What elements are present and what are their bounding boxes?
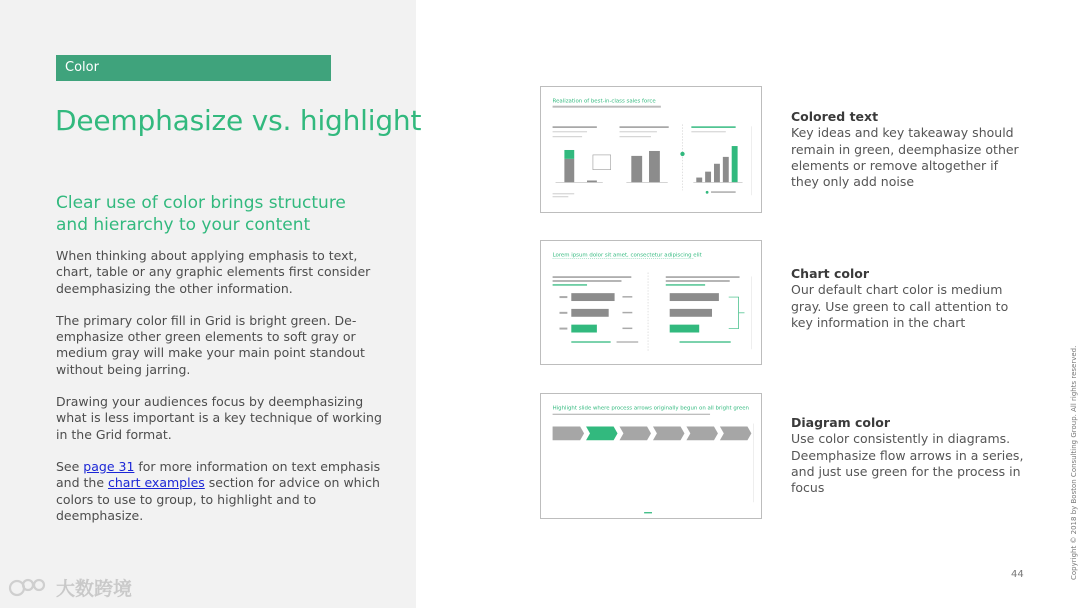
paragraph-3: Drawing your audiences focus by deemphasizing what is less important is a key technique of working in the Grid format. bbox=[56, 394, 382, 442]
watermark-logo-icon bbox=[8, 577, 50, 599]
chart-examples-link[interactable]: chart examples bbox=[107, 475, 205, 491]
copyright-notice: Copyright © 2018 by Boston Consulting Group. All rights reserved. bbox=[1070, 345, 1078, 580]
example-diagram-color bbox=[791, 415, 1026, 496]
subtitle: Clear use of color brings structure and hierarchy to your content bbox=[56, 193, 346, 235]
thumbnail-chart-color bbox=[540, 240, 762, 365]
example-text: Use color consistently in diagrams. Deemphasize flow arrows in a series, and just use green for the process in focus bbox=[791, 431, 1024, 496]
thumbnail-chart-color-graphic bbox=[541, 241, 761, 364]
thumbnail-colored-text-graphic bbox=[541, 87, 761, 212]
thumbnail-diagram-color bbox=[540, 393, 762, 519]
example-title: Colored text bbox=[791, 109, 879, 124]
example-title: Chart color bbox=[791, 266, 870, 281]
example-colored-text bbox=[791, 109, 1026, 190]
p4-pre: See bbox=[56, 458, 84, 474]
thumbnail-diagram-color-graphic bbox=[541, 394, 761, 518]
thumb1-title: Realization of best-in-class sales force bbox=[552, 98, 656, 105]
paragraph-2: The primary color fill in Grid is bright green. De-emphasize other green elements to soft gray or medium gray will make your main point standout without being jarring. bbox=[56, 312, 365, 377]
page-title: Deemphasize vs. highlight bbox=[55, 104, 422, 137]
example-text: Our default chart color is medium gray. Use green to call attention to key information in the chart bbox=[791, 282, 1009, 330]
thumb3-title: Highlight slide where process arrows originally begun on all bright green bbox=[552, 405, 749, 412]
example-chart-color bbox=[791, 266, 1026, 331]
paragraph-4 bbox=[56, 459, 391, 524]
watermark bbox=[8, 574, 132, 601]
watermark-text: 大数跨境 bbox=[56, 578, 133, 600]
body-text bbox=[56, 248, 391, 540]
section-tag: Color bbox=[56, 55, 331, 81]
p4-post: section for advice on which colors to use to group, to highlight and to deemphasize. bbox=[56, 475, 380, 523]
example-text: Key ideas and key takeaway should remain in green, deemphasize other elements or remove altogether if they only add noise bbox=[791, 125, 1019, 190]
example-title: Diagram color bbox=[791, 415, 891, 430]
page-number: 44 bbox=[1011, 569, 1024, 580]
thumb2-title: Lorem ipsum dolor sit amet, consectetur adipiscing elit bbox=[552, 252, 702, 259]
paragraph-1: When thinking about applying emphasis to text, chart, table or any graphic elements first consider deemphasizing the other information. bbox=[56, 248, 371, 296]
thumbnail-colored-text bbox=[540, 86, 762, 213]
page-31-link[interactable]: page 31 bbox=[83, 458, 135, 474]
p4-mid: for more information on text emphasis and the bbox=[56, 458, 381, 491]
